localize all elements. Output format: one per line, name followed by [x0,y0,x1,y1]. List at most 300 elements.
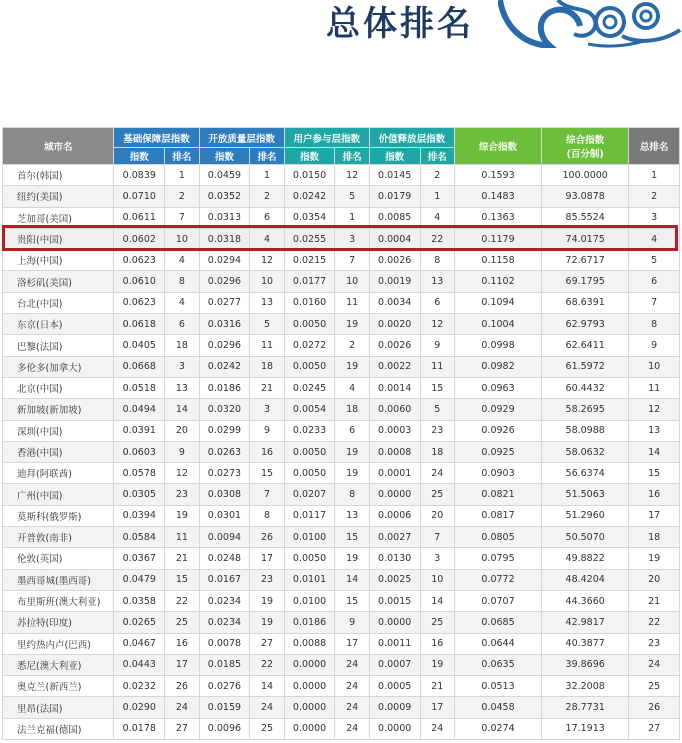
value-cell: 5 [629,250,680,271]
value-cell: 0.1363 [454,207,541,228]
value-cell: 0.0276 [199,676,250,697]
table-row [3,292,680,313]
value-cell: 39.8696 [542,654,629,675]
value-cell: 0.0177 [284,271,335,292]
value-cell: 0.0963 [454,377,541,398]
value-cell: 2 [165,186,199,207]
header-sub-index: 指数 [369,148,420,165]
value-cell: 0.0795 [454,548,541,569]
value-cell: 0.0644 [454,633,541,654]
value-cell: 0.0005 [369,676,420,697]
value-cell: 22 [250,654,284,675]
value-cell: 17 [250,548,284,569]
value-cell: 16 [165,633,199,654]
value-cell: 4 [629,228,680,249]
value-cell: 0.0050 [284,463,335,484]
value-cell: 0.0100 [284,527,335,548]
value-cell: 17 [629,505,680,526]
value-cell: 0.0584 [114,527,165,548]
value-cell: 0.0000 [369,718,420,739]
value-cell: 14 [420,590,454,611]
value-cell: 15 [250,463,284,484]
value-cell: 0.0050 [284,356,335,377]
city-cell: 迪拜(阿联酋) [3,463,114,484]
city-cell: 伦敦(英国) [3,548,114,569]
value-cell: 68.6391 [542,292,629,313]
value-cell: 2 [335,335,369,356]
value-cell: 0.1179 [454,228,541,249]
value-cell: 0.0034 [369,292,420,313]
value-cell: 0.0186 [284,612,335,633]
value-cell: 74.0175 [542,228,629,249]
value-cell: 24 [629,654,680,675]
header-rank: 总排名 [629,128,680,165]
value-cell: 0.0290 [114,697,165,718]
value-cell: 93.0878 [542,186,629,207]
value-cell: 0.1158 [454,250,541,271]
value-cell: 0.0308 [199,484,250,505]
value-cell: 8 [165,271,199,292]
header-sub-rank: 排名 [165,148,199,165]
city-cell: 广州(中国) [3,484,114,505]
header-group-value: 价值释放层指数 [369,128,454,148]
value-cell: 42.9817 [542,612,629,633]
table-row [3,569,680,590]
value-cell: 4 [165,250,199,271]
value-cell: 12 [165,463,199,484]
value-cell: 69.1795 [542,271,629,292]
value-cell: 0.0242 [199,356,250,377]
table-row [3,612,680,633]
value-cell: 0.1593 [454,165,541,186]
value-cell: 27 [629,718,680,739]
value-cell: 15 [335,527,369,548]
value-cell: 15 [629,463,680,484]
value-cell: 0.0000 [284,654,335,675]
value-cell: 12 [250,250,284,271]
header-sub-index: 指数 [284,148,335,165]
value-cell: 8 [335,484,369,505]
city-cell: 苏拉特(印度) [3,612,114,633]
value-cell: 0.1483 [454,186,541,207]
table-row [3,399,680,420]
value-cell: 1 [420,186,454,207]
table-row [3,250,680,271]
table-row [3,654,680,675]
value-cell: 8 [629,314,680,335]
value-cell: 0.0026 [369,250,420,271]
value-cell: 11 [629,377,680,398]
value-cell: 0.0685 [454,612,541,633]
value-cell: 0.0022 [369,356,420,377]
value-cell: 0.0003 [369,420,420,441]
city-cell: 首尔(韩国) [3,165,114,186]
value-cell: 16 [629,484,680,505]
value-cell: 0.1102 [454,271,541,292]
value-cell: 0.0467 [114,633,165,654]
value-cell: 0.0096 [199,718,250,739]
header-composite-100-line1: 综合指数 [566,135,605,146]
value-cell: 0.0248 [199,548,250,569]
value-cell: 0.0294 [199,250,250,271]
value-cell: 19 [420,654,454,675]
value-cell: 4 [250,228,284,249]
value-cell: 18 [420,441,454,462]
value-cell: 7 [629,292,680,313]
value-cell: 0.0299 [199,420,250,441]
value-cell: 0.0707 [454,590,541,611]
value-cell: 0.0233 [284,420,335,441]
value-cell: 0.0443 [114,654,165,675]
table-row [3,463,680,484]
header-sub-index: 指数 [114,148,165,165]
value-cell: 0.0313 [199,207,250,228]
table-row [3,633,680,654]
header-composite: 综合指数 [454,128,541,165]
value-cell: 18 [335,399,369,420]
value-cell: 10 [165,228,199,249]
city-cell: 奥克兰(新西兰) [3,676,114,697]
value-cell: 0.0821 [454,484,541,505]
value-cell: 22 [420,228,454,249]
value-cell: 2 [250,186,284,207]
value-cell: 100.0000 [542,165,629,186]
value-cell: 19 [335,548,369,569]
city-cell: 新加坡(新加坡) [3,399,114,420]
value-cell: 0.0903 [454,463,541,484]
value-cell: 12 [629,399,680,420]
value-cell: 0.0207 [284,484,335,505]
value-cell: 1 [629,165,680,186]
value-cell: 15 [420,377,454,398]
value-cell: 0.0352 [199,186,250,207]
value-cell: 85.5524 [542,207,629,228]
value-cell: 22 [629,612,680,633]
value-cell: 0.0050 [284,548,335,569]
table-row [3,377,680,398]
value-cell: 0.0610 [114,271,165,292]
table-row [3,548,680,569]
value-cell: 0.0602 [114,228,165,249]
value-cell: 0.0245 [284,377,335,398]
value-cell: 25 [250,718,284,739]
value-cell: 10 [629,356,680,377]
value-cell: 24 [335,697,369,718]
value-cell: 0.0367 [114,548,165,569]
table-row [3,271,680,292]
header-composite-100-line2: (百分制) [566,149,604,160]
value-cell: 0.0130 [369,548,420,569]
value-cell: 11 [250,335,284,356]
value-cell: 0.0242 [284,186,335,207]
city-cell: 法兰克福(德国) [3,718,114,739]
value-cell: 0.0117 [284,505,335,526]
value-cell: 0.0050 [284,441,335,462]
value-cell: 23 [629,633,680,654]
value-cell: 13 [629,420,680,441]
value-cell: 14 [629,441,680,462]
value-cell: 4 [165,292,199,313]
value-cell: 26 [250,527,284,548]
value-cell: 13 [420,271,454,292]
value-cell: 0.0296 [199,335,250,356]
value-cell: 14 [250,676,284,697]
value-cell: 17 [165,654,199,675]
value-cell: 26 [629,697,680,718]
value-cell: 5 [250,314,284,335]
value-cell: 13 [335,505,369,526]
value-cell: 21 [165,548,199,569]
value-cell: 0.0618 [114,314,165,335]
value-cell: 0.0011 [369,633,420,654]
value-cell: 7 [165,207,199,228]
value-cell: 62.9793 [542,314,629,335]
page-title: 总体排名 [326,4,474,44]
value-cell: 5 [335,186,369,207]
value-cell: 0.0159 [199,697,250,718]
table-row [3,441,680,462]
value-cell: 19 [250,590,284,611]
value-cell: 0.0000 [284,676,335,697]
value-cell: 21 [250,377,284,398]
value-cell: 0.0817 [454,505,541,526]
value-cell: 0.0004 [369,228,420,249]
value-cell: 0.0603 [114,441,165,462]
value-cell: 0.0014 [369,377,420,398]
header-sub-rank: 排名 [420,148,454,165]
value-cell: 0.0925 [454,441,541,462]
value-cell: 0.0272 [284,335,335,356]
value-cell: 58.2695 [542,399,629,420]
value-cell: 17.1913 [542,718,629,739]
value-cell: 19 [335,314,369,335]
value-cell: 2 [420,165,454,186]
table-row [3,420,680,441]
value-cell: 0.0623 [114,292,165,313]
value-cell: 0.0274 [454,718,541,739]
value-cell: 0.0185 [199,654,250,675]
value-cell: 0.0000 [369,484,420,505]
value-cell: 51.2960 [542,505,629,526]
value-cell: 20 [629,569,680,590]
value-cell: 0.0179 [369,186,420,207]
city-cell: 贵阳(中国) [3,228,114,249]
value-cell: 19 [165,505,199,526]
value-cell: 8 [420,250,454,271]
value-cell: 3 [420,548,454,569]
value-cell: 0.0518 [114,377,165,398]
value-cell: 0.0391 [114,420,165,441]
value-cell: 26 [165,676,199,697]
header-sub-index: 指数 [199,148,250,165]
value-cell: 0.0273 [199,463,250,484]
value-cell: 19 [250,612,284,633]
city-cell: 开普敦(南非) [3,527,114,548]
value-cell: 62.6411 [542,335,629,356]
city-cell: 里约热内卢(巴西) [3,633,114,654]
ranking-table-body [3,165,680,740]
value-cell: 0.0301 [199,505,250,526]
table-row [3,697,680,718]
value-cell: 0.0982 [454,356,541,377]
value-cell: 5 [420,399,454,420]
value-cell: 0.0772 [454,569,541,590]
value-cell: 56.6374 [542,463,629,484]
value-cell: 32.2008 [542,676,629,697]
value-cell: 14 [335,569,369,590]
value-cell: 0.1004 [454,314,541,335]
value-cell: 0.0710 [114,186,165,207]
value-cell: 6 [629,271,680,292]
value-cell: 24 [165,697,199,718]
value-cell: 7 [420,527,454,548]
value-cell: 0.0101 [284,569,335,590]
value-cell: 0.0054 [284,399,335,420]
value-cell: 18 [250,356,284,377]
value-cell: 17 [335,633,369,654]
value-cell: 6 [165,314,199,335]
value-cell: 0.0085 [369,207,420,228]
city-cell: 北京(中国) [3,377,114,398]
value-cell: 22 [165,590,199,611]
value-cell: 0.0263 [199,441,250,462]
value-cell: 0.0255 [284,228,335,249]
value-cell: 2 [629,186,680,207]
city-cell: 洛杉矶(美国) [3,271,114,292]
value-cell: 0.0459 [199,165,250,186]
value-cell: 0.0088 [284,633,335,654]
value-cell: 12 [420,314,454,335]
value-cell: 0.0479 [114,569,165,590]
header-group-open: 开放质量层指数 [199,128,284,148]
value-cell: 0.0020 [369,314,420,335]
value-cell: 9 [420,335,454,356]
value-cell: 19 [335,441,369,462]
value-cell: 0.0094 [199,527,250,548]
value-cell: 0.0186 [199,377,250,398]
value-cell: 24 [335,654,369,675]
value-cell: 9 [250,420,284,441]
value-cell: 0.0611 [114,207,165,228]
value-cell: 0.0929 [454,399,541,420]
value-cell: 61.5972 [542,356,629,377]
table-row [3,314,680,335]
value-cell: 48.4204 [542,569,629,590]
value-cell: 58.0632 [542,441,629,462]
city-cell: 悉尼(澳大利亚) [3,654,114,675]
table-row [3,335,680,356]
value-cell: 4 [420,207,454,228]
value-cell: 0.0668 [114,356,165,377]
value-cell: 14 [165,399,199,420]
value-cell: 8 [250,505,284,526]
value-cell: 0.0001 [369,463,420,484]
value-cell: 13 [250,292,284,313]
city-cell: 布里斯班(澳大利亚) [3,590,114,611]
value-cell: 0.0805 [454,527,541,548]
value-cell: 1 [250,165,284,186]
value-cell: 50.5070 [542,527,629,548]
value-cell: 0.0354 [284,207,335,228]
value-cell: 0.0232 [114,676,165,697]
value-cell: 19 [629,548,680,569]
value-cell: 0.0160 [284,292,335,313]
value-cell: 9 [629,335,680,356]
value-cell: 15 [165,569,199,590]
value-cell: 24 [420,463,454,484]
city-cell: 东京(日本) [3,314,114,335]
value-cell: 25 [420,484,454,505]
table-row [3,527,680,548]
city-cell: 巴黎(法国) [3,335,114,356]
value-cell: 0.0178 [114,718,165,739]
value-cell: 0.0234 [199,612,250,633]
value-cell: 0.0320 [199,399,250,420]
value-cell: 0.0926 [454,420,541,441]
value-cell: 20 [165,420,199,441]
value-cell: 0.0000 [284,697,335,718]
city-cell: 香港(中国) [3,441,114,462]
value-cell: 9 [335,612,369,633]
value-cell: 0.0405 [114,335,165,356]
table-row [3,165,680,186]
value-cell: 0.0019 [369,271,420,292]
value-cell: 0.0027 [369,527,420,548]
value-cell: 0.0008 [369,441,420,462]
value-cell: 0.0007 [369,654,420,675]
value-cell: 17 [420,697,454,718]
value-cell: 60.4432 [542,377,629,398]
value-cell: 23 [420,420,454,441]
value-cell: 51.5063 [542,484,629,505]
city-cell: 深圳(中国) [3,420,114,441]
value-cell: 3 [629,207,680,228]
value-cell: 7 [335,250,369,271]
header-group-user: 用户参与层指数 [284,128,369,148]
header-composite-100 [542,128,629,165]
value-cell: 0.0394 [114,505,165,526]
value-cell: 4 [335,377,369,398]
value-cell: 0.0578 [114,463,165,484]
value-cell: 27 [165,718,199,739]
value-cell: 0.0358 [114,590,165,611]
city-cell: 台北(中国) [3,292,114,313]
value-cell: 0.0623 [114,250,165,271]
value-cell: 0.0167 [199,569,250,590]
value-cell: 24 [250,697,284,718]
value-cell: 0.0215 [284,250,335,271]
value-cell: 24 [335,676,369,697]
value-cell: 0.0265 [114,612,165,633]
table-row [3,484,680,505]
value-cell: 27 [250,633,284,654]
table-row [3,356,680,377]
ranking-table [2,127,680,740]
value-cell: 0.0234 [199,590,250,611]
value-cell: 23 [165,484,199,505]
value-cell: 0.0000 [284,718,335,739]
value-cell: 9 [165,441,199,462]
value-cell: 0.0009 [369,697,420,718]
value-cell: 3 [165,356,199,377]
header-sub-rank: 排名 [335,148,369,165]
value-cell: 16 [250,441,284,462]
value-cell: 0.0305 [114,484,165,505]
value-cell: 11 [335,292,369,313]
ranking-table-container [0,127,682,740]
value-cell: 12 [335,165,369,186]
value-cell: 0.0277 [199,292,250,313]
